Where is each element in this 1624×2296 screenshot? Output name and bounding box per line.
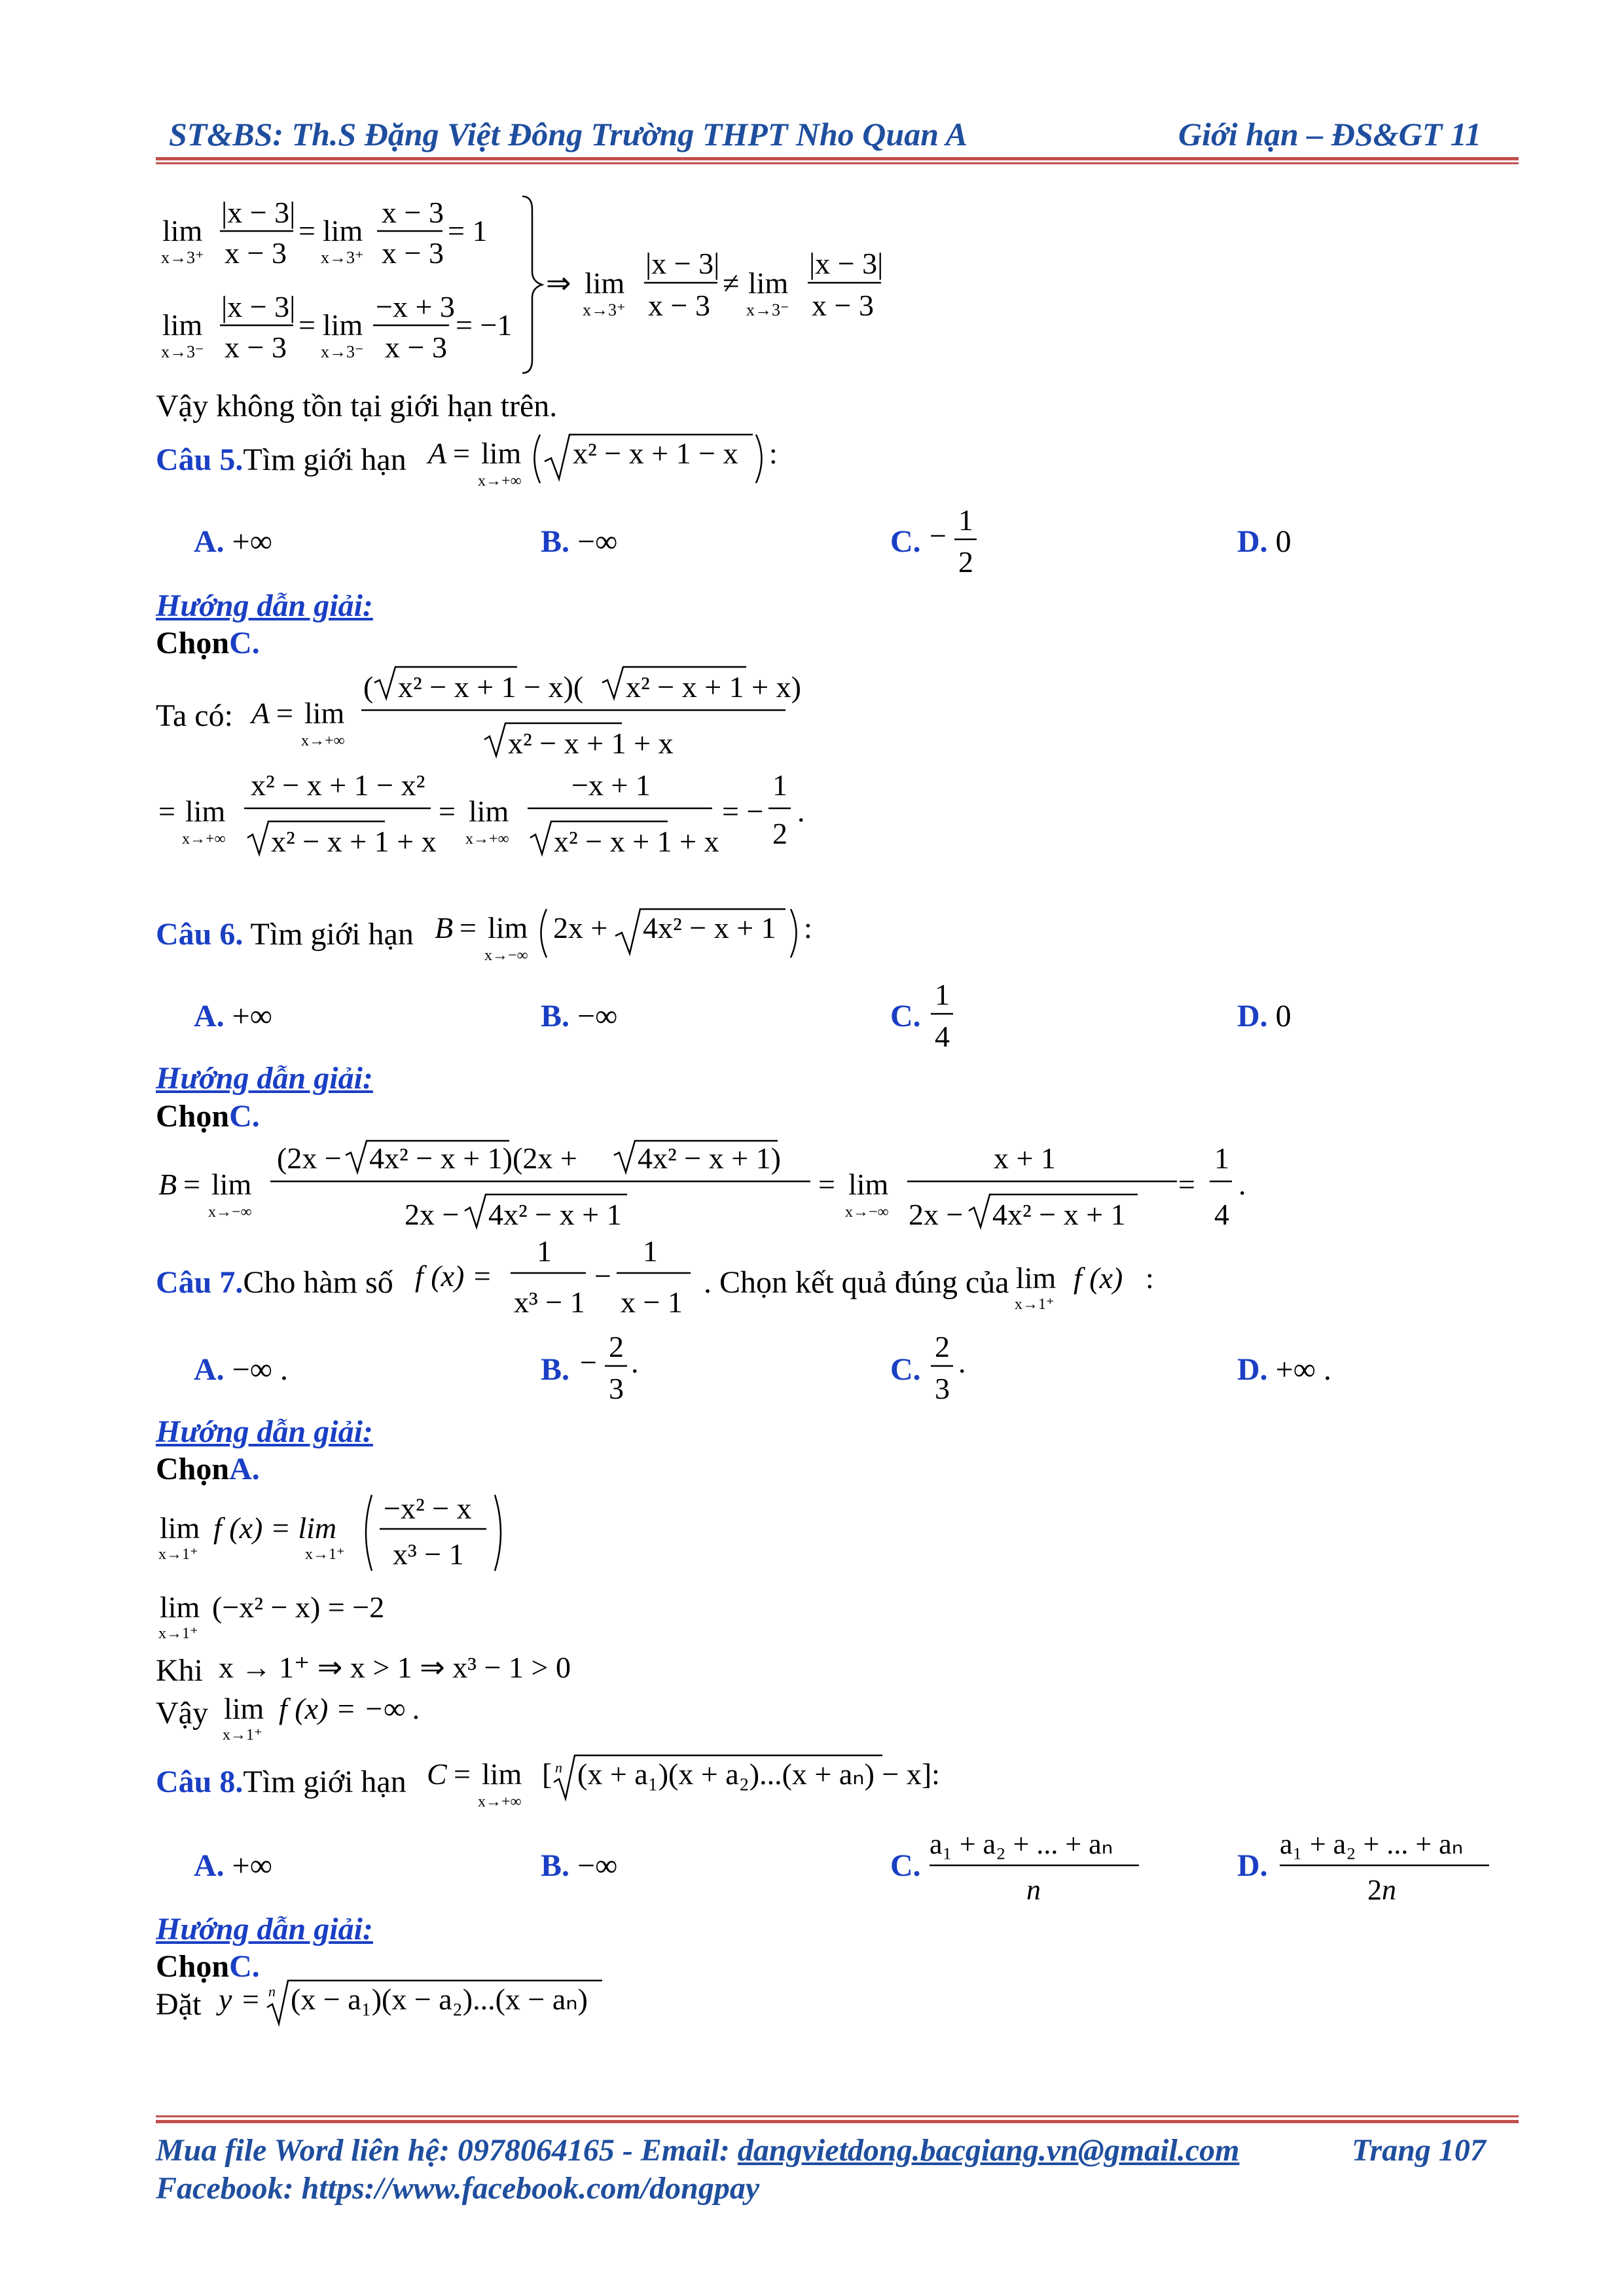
svg-text:x − 3: x − 3 (225, 236, 287, 270)
svg-text:.: . (958, 1346, 966, 1379)
svg-text:⇒: ⇒ (546, 266, 571, 300)
q6-formula (432, 900, 825, 972)
svg-text:x→1⁺: x→1⁺ (158, 1546, 198, 1563)
svg-text:x→1⁺: x→1⁺ (305, 1546, 345, 1563)
svg-text:x→3⁺: x→3⁺ (321, 248, 364, 267)
svg-text:=: = (242, 1982, 259, 2016)
svg-text:3: 3 (609, 1372, 624, 1405)
svg-text:= 1: = 1 (448, 214, 488, 247)
q5-solution-step2 (156, 762, 876, 874)
svg-text:.: . (1238, 1168, 1246, 1201)
one-sided-limits-formula (156, 190, 941, 386)
q8-option-b[interactable]: B. −∞ (541, 1848, 618, 1883)
q7-answer: ChọnA. (156, 1452, 260, 1486)
svg-text:x − 3: x − 3 (385, 331, 447, 364)
question-5-text: Tìm giới hạn (243, 442, 406, 477)
svg-text:−: − (929, 519, 947, 552)
svg-text:(: ( (363, 670, 374, 704)
footer-rule-thin (156, 2115, 1519, 2117)
svg-text:x→+∞: x→+∞ (182, 831, 226, 848)
svg-text:4x² − x + 1)(2x +: 4x² − x + 1)(2x + (369, 1141, 577, 1175)
svg-text:4x² − x + 1): 4x² − x + 1) (638, 1141, 781, 1175)
svg-text:x→+∞: x→+∞ (465, 831, 509, 848)
conclusion-no-limit: Vậy không tồn tại giới hạn trên. (156, 389, 558, 423)
svg-text:f (x) = lim: f (x) = lim (213, 1511, 337, 1545)
q5-guide-heading: Hướng dẫn giải: (156, 588, 373, 623)
q5-answer: ChọnC. (156, 626, 260, 660)
q5-formula (425, 425, 792, 497)
svg-text:lim: lim (162, 308, 203, 342)
svg-text:4x² − x + 1: 4x² − x + 1 (992, 1198, 1126, 1231)
svg-text:x − 3: x − 3 (225, 331, 287, 364)
svg-text:2: 2 (772, 817, 787, 850)
question-5 (156, 442, 406, 478)
q7-vay: Vậy (156, 1696, 208, 1731)
svg-text:x³ − 1: x³ − 1 (514, 1285, 585, 1319)
svg-text:1: 1 (935, 980, 950, 1011)
svg-text:x − 3: x − 3 (382, 236, 444, 270)
svg-text:x² − x + 1 + x: x² − x + 1 + x (271, 825, 437, 858)
svg-text:4: 4 (935, 1020, 950, 1053)
question-6: Câu 6. Tìm giới hạn (156, 917, 414, 952)
svg-text:−: − (594, 1259, 611, 1293)
q6-option-d[interactable]: D. 0 (1237, 999, 1291, 1033)
svg-text:−: − (580, 1346, 597, 1379)
q8-option-c-value (929, 1826, 1146, 1911)
q7-solution-conclusion (221, 1682, 457, 1748)
svg-text:x³ − 1: x³ − 1 (393, 1537, 464, 1571)
svg-text:|x − 3|: |x − 3| (221, 290, 296, 323)
svg-text:x − 3: x − 3 (382, 196, 444, 229)
q8-option-a[interactable]: A. +∞ (194, 1848, 272, 1883)
svg-text:lim: lim (162, 214, 203, 247)
svg-text:x→−∞: x→−∞ (484, 947, 528, 964)
svg-text:2: 2 (609, 1332, 624, 1363)
svg-text:x → 1⁺ ⇒ x > 1 ⇒ x³ − 1 > 0: x → 1⁺ ⇒ x > 1 ⇒ x³ − 1 > 0 (219, 1651, 571, 1684)
svg-text:x→+∞: x→+∞ (478, 473, 522, 490)
q7-khi: Khi (156, 1653, 203, 1688)
svg-text:=: = (460, 911, 477, 944)
q6-option-b[interactable]: B. −∞ (541, 999, 618, 1033)
svg-text:x→1⁺: x→1⁺ (158, 1625, 198, 1642)
question-7: Câu 7.Cho hàm số (156, 1265, 393, 1300)
svg-text:lim: lim (185, 795, 226, 828)
svg-text:B: B (435, 911, 454, 944)
svg-text:.: . (797, 795, 805, 828)
svg-text:4x² − x + 1: 4x² − x + 1 (488, 1198, 622, 1231)
svg-text:2x +: 2x + (553, 911, 608, 944)
svg-text:x→3⁺: x→3⁺ (583, 300, 626, 319)
svg-text:x − 3: x − 3 (812, 289, 874, 322)
svg-text:−x² − x: −x² − x (384, 1492, 472, 1525)
q5-option-c[interactable]: C. (890, 524, 921, 559)
q6-option-a[interactable]: A. +∞ (194, 999, 272, 1033)
question-5-label: Câu 5. (156, 442, 244, 477)
svg-text:=: = (158, 795, 175, 828)
svg-text:x→−∞: x→−∞ (208, 1204, 252, 1221)
header-rule (156, 157, 1519, 160)
svg-text:a₁ + a₂ + ... + aₙ: a₁ + a₂ + ... + aₙ (929, 1828, 1113, 1860)
q7-option-b[interactable]: B. (541, 1352, 570, 1387)
svg-text:x² − x + 1 − x: x² − x + 1 − x (573, 437, 738, 470)
q6-option-c[interactable]: C. (890, 999, 921, 1033)
q5-option-b[interactable]: B. −∞ (541, 524, 618, 559)
svg-text::: : (1146, 1261, 1154, 1295)
q6-solution-result (1178, 1136, 1283, 1247)
footer-rule (156, 2120, 1519, 2123)
svg-text:lim: lim (160, 1511, 200, 1545)
q7-solution-step1 (156, 1486, 522, 1584)
q5-option-a[interactable]: A. +∞ (194, 524, 272, 559)
svg-text:2n: 2n (1367, 1874, 1396, 1906)
q7-solution-step2 (156, 1581, 457, 1646)
q8-guide-heading: Hướng dẫn giải: (156, 1912, 373, 1946)
svg-text:3: 3 (935, 1372, 950, 1405)
q6-option-c-value (929, 980, 969, 1058)
q8-answer: ChọnC. (156, 1949, 260, 1984)
q7-limit-formula (1015, 1250, 1172, 1316)
q8-formula (424, 1746, 974, 1818)
svg-text:lim: lim (469, 795, 509, 828)
svg-text:lim: lim (848, 1168, 889, 1201)
svg-text:=: = (183, 1168, 200, 1201)
svg-text:x→1⁺: x→1⁺ (1015, 1296, 1055, 1313)
svg-text:lim: lim (160, 1590, 200, 1624)
q7-guide-heading: Hướng dẫn giải: (156, 1414, 373, 1449)
footer-email-link[interactable]: dangvietdong.bacgiang.vn@gmail.com (737, 2133, 1240, 2168)
q6-solution (156, 1136, 1203, 1247)
svg-text:=: = (453, 437, 470, 470)
svg-text:x→+∞: x→+∞ (478, 1793, 522, 1810)
svg-text:a₁ + a₂ + ... + aₙ: a₁ + a₂ + ... + aₙ (1280, 1828, 1464, 1860)
q8-option-d[interactable]: D. (1237, 1848, 1268, 1883)
svg-text:2: 2 (935, 1332, 950, 1363)
svg-text:4: 4 (1214, 1198, 1229, 1231)
svg-text:1: 1 (643, 1234, 658, 1268)
q6-guide-heading: Hướng dẫn giải: (156, 1061, 373, 1096)
q7-option-b-value (580, 1332, 645, 1410)
svg-text:x² − x + 1 − x²: x² − x + 1 − x² (251, 768, 425, 802)
header-left: ST&BS: Th.S Đặng Việt Đông Trường THPT Nho Quan A (169, 116, 967, 152)
svg-text:x→3⁻: x→3⁻ (161, 342, 204, 361)
svg-text:lim: lim (748, 266, 789, 300)
svg-text:(2x −: (2x − (277, 1141, 342, 1175)
svg-text:|x − 3|: |x − 3| (809, 247, 884, 280)
svg-text:1: 1 (772, 768, 787, 802)
svg-text:x² − x + 1 + x): x² − x + 1 + x) (626, 670, 801, 704)
header-rule-thin (156, 162, 1519, 164)
svg-text:lim: lim (482, 1757, 522, 1791)
q6-answer: ChọnC. (156, 1099, 260, 1134)
q8-option-c[interactable]: C. (890, 1848, 921, 1883)
svg-text:=: = (439, 795, 456, 828)
svg-text:x→−∞: x→−∞ (845, 1204, 889, 1221)
svg-text:1: 1 (1214, 1141, 1229, 1175)
svg-text:x − 1: x − 1 (621, 1285, 683, 1319)
svg-text:−x + 3: −x + 3 (376, 290, 455, 323)
q8-option-d-value (1280, 1826, 1496, 1911)
svg-text:= −: = − (722, 795, 764, 828)
svg-text:4x² − x + 1: 4x² − x + 1 (643, 911, 776, 944)
svg-text:A: A (251, 696, 270, 730)
svg-text:x→3⁺: x→3⁺ (161, 248, 204, 267)
svg-text:≠: ≠ (723, 266, 740, 300)
svg-text:(x − a₁)(x − a₂)...(x − aₙ): (x − a₁)(x − a₂)...(x − aₙ) (291, 1982, 588, 2016)
svg-text:lim: lim (224, 1692, 264, 1725)
q5-taco: Ta có: (156, 698, 233, 733)
svg-text:=: = (1178, 1168, 1195, 1201)
svg-text:n: n (1026, 1874, 1041, 1906)
svg-text:n: n (268, 1983, 276, 2000)
svg-text:A: A (428, 437, 447, 470)
svg-text:y: y (219, 1982, 232, 2016)
svg-text:.: . (631, 1346, 639, 1379)
q7-option-c[interactable]: C. (890, 1352, 921, 1387)
svg-text:x + 1: x + 1 (994, 1141, 1056, 1175)
svg-text:[: [ (542, 1757, 552, 1791)
svg-text:=: = (276, 696, 293, 730)
svg-text:lim: lim (585, 266, 625, 300)
q7-option-c-value (929, 1332, 982, 1410)
q5-option-c-value (929, 505, 982, 584)
svg-text:lim: lim (488, 911, 528, 944)
q7-function-formula (412, 1234, 713, 1332)
svg-text:|x − 3|: |x − 3| (221, 196, 296, 229)
svg-text:f (x) =: f (x) = (415, 1259, 492, 1293)
q7-option-a[interactable]: A. −∞ . (194, 1352, 288, 1387)
svg-text:lim: lim (481, 437, 522, 470)
svg-text:lim: lim (323, 214, 363, 247)
svg-text:f (x) = −∞ .: f (x) = −∞ . (279, 1692, 421, 1725)
svg-text:2x −: 2x − (405, 1198, 460, 1231)
svg-text:x² − x + 1 − x)(: x² − x + 1 − x)( (398, 670, 584, 704)
svg-text:=: = (454, 1757, 471, 1791)
svg-text::: : (769, 437, 778, 470)
footer-contact: Mua file Word liên hệ: 0978064165 - Email: dangvietdong.bacgiang.vn@gmail.com (156, 2133, 1240, 2168)
question-8: Câu 8.Tìm giới hạn (156, 1765, 406, 1799)
q8-dat: Đặt (156, 1987, 202, 2022)
svg-text:B: B (158, 1168, 177, 1201)
svg-text:C: C (427, 1757, 447, 1791)
svg-text:x→1⁺: x→1⁺ (223, 1727, 262, 1744)
svg-text:x² − x + 1 + x: x² − x + 1 + x (508, 726, 674, 760)
svg-text:1: 1 (958, 505, 973, 537)
svg-text:−x + 1: −x + 1 (571, 768, 651, 802)
svg-text:x² − x + 1 + x: x² − x + 1 + x (554, 825, 719, 858)
svg-text:lim: lim (211, 1168, 252, 1201)
header-right: Giới hạn – ĐS&GT 11 (1178, 116, 1482, 152)
svg-text::: : (804, 911, 812, 944)
svg-text:lim: lim (323, 308, 363, 342)
q7-text-suffix: . Chọn kết quả đúng của (704, 1265, 1009, 1300)
q5-option-d[interactable]: D. 0 (1237, 524, 1291, 559)
svg-text:lim: lim (1016, 1261, 1056, 1295)
svg-text:x − 3: x − 3 (648, 289, 710, 322)
footer-facebook: Facebook: https://www.facebook.com/dongpay (156, 2171, 760, 2206)
svg-text:=: = (818, 1168, 835, 1201)
svg-text:= −1: = −1 (456, 308, 513, 342)
svg-text:x→3⁻: x→3⁻ (321, 342, 364, 361)
svg-text:x→3⁻: x→3⁻ (746, 300, 789, 319)
svg-text:(−x² − x) = −2: (−x² − x) = −2 (212, 1590, 385, 1624)
svg-text:=: = (298, 308, 316, 342)
footer-page-number: Trang 107 (1352, 2133, 1486, 2168)
svg-text:|x − 3|: |x − 3| (645, 247, 720, 280)
svg-text:n: n (555, 1759, 562, 1776)
svg-text:x→+∞: x→+∞ (301, 732, 345, 749)
q7-option-d[interactable]: D. +∞ . (1237, 1352, 1331, 1387)
svg-text:(x + a₁)(x + a₂)...(x + aₙ) −: (x + a₁)(x + a₂)...(x + aₙ) − x]: (577, 1757, 940, 1791)
q5-solution-step1 (249, 658, 812, 769)
q8-substitution (216, 1971, 622, 2030)
svg-text:=: = (298, 214, 316, 247)
svg-text:f (x): f (x) (1074, 1261, 1123, 1295)
svg-text:1: 1 (537, 1234, 552, 1268)
svg-text:2x −: 2x − (909, 1198, 964, 1231)
svg-text:2: 2 (958, 545, 973, 579)
svg-text:lim: lim (304, 696, 345, 730)
